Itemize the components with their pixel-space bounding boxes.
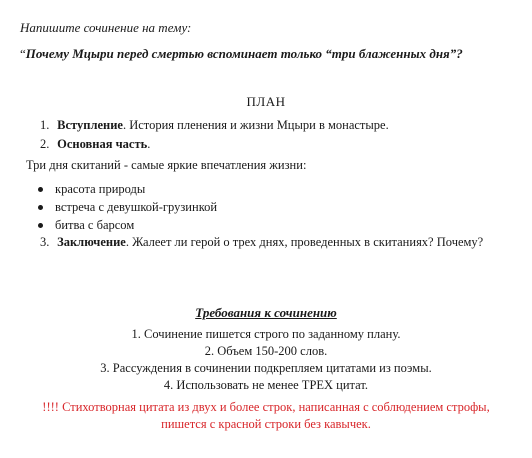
plan-item-bold-label: Вступление xyxy=(57,118,123,132)
requirement-item: 2. Объем 150-200 слов. xyxy=(204,344,328,358)
requirements-title: Требования к сочинению xyxy=(195,305,337,320)
warning-note-line-2: пишется с красной строки без кавычек. xyxy=(161,417,371,431)
bullet-text: встреча с девушкой-грузинкой xyxy=(55,200,218,214)
requirement-item: 3. Рассуждения в сочинении подкрепляем цитатами из поэмы. xyxy=(100,361,432,375)
bullet-text: красота природы xyxy=(55,182,146,196)
plan-item-conclusion xyxy=(40,235,483,250)
requirement-item: 1. Сочинение пишется строго по заданному плану. xyxy=(131,327,401,341)
list-item xyxy=(38,200,217,215)
assignment-intro: Напишите сочинение на тему: xyxy=(20,20,192,35)
list-item xyxy=(38,182,145,197)
plan-item-text: . xyxy=(147,137,151,151)
plan-item-introduction xyxy=(40,118,389,133)
days-heading: Три дня скитаний - самые яркие впечатления жизни: xyxy=(26,158,307,172)
topic-open-quote: “ xyxy=(20,46,26,61)
plan-item-bold-label: Основная часть xyxy=(57,137,148,151)
essay-topic xyxy=(20,46,520,62)
plan-item-number: 3. xyxy=(40,235,50,249)
plan-title: ПЛАН xyxy=(246,94,286,109)
plan-item-text: . Жалеет ли герой о трех днях, проведенных в скитаниях? Почему? xyxy=(125,235,484,249)
bullet-icon xyxy=(38,205,43,210)
plan-item-number: 1. xyxy=(40,118,50,132)
plan-item-number: 2. xyxy=(40,137,50,151)
plan-item-text: . История пленения и жизни Мцыри в монастыре. xyxy=(122,118,389,132)
requirement-item: 4. Использовать не менее ТРЕХ цитат. xyxy=(163,378,369,392)
list-item xyxy=(38,218,134,233)
topic-question: Почему Мцыри перед смертью вспоминает только “три блаженных дня”? xyxy=(25,46,463,61)
plan-item-main-part xyxy=(40,137,150,152)
bullet-text: битва с барсом xyxy=(55,218,135,232)
plan-item-bold-label: Заключение xyxy=(57,235,126,249)
bullet-icon xyxy=(38,223,43,228)
bullet-icon xyxy=(38,187,43,192)
warning-note-line-1: !!!! Стихотворная цитата из двух и более строк, написанная с соблюдением строфы, xyxy=(42,400,490,414)
